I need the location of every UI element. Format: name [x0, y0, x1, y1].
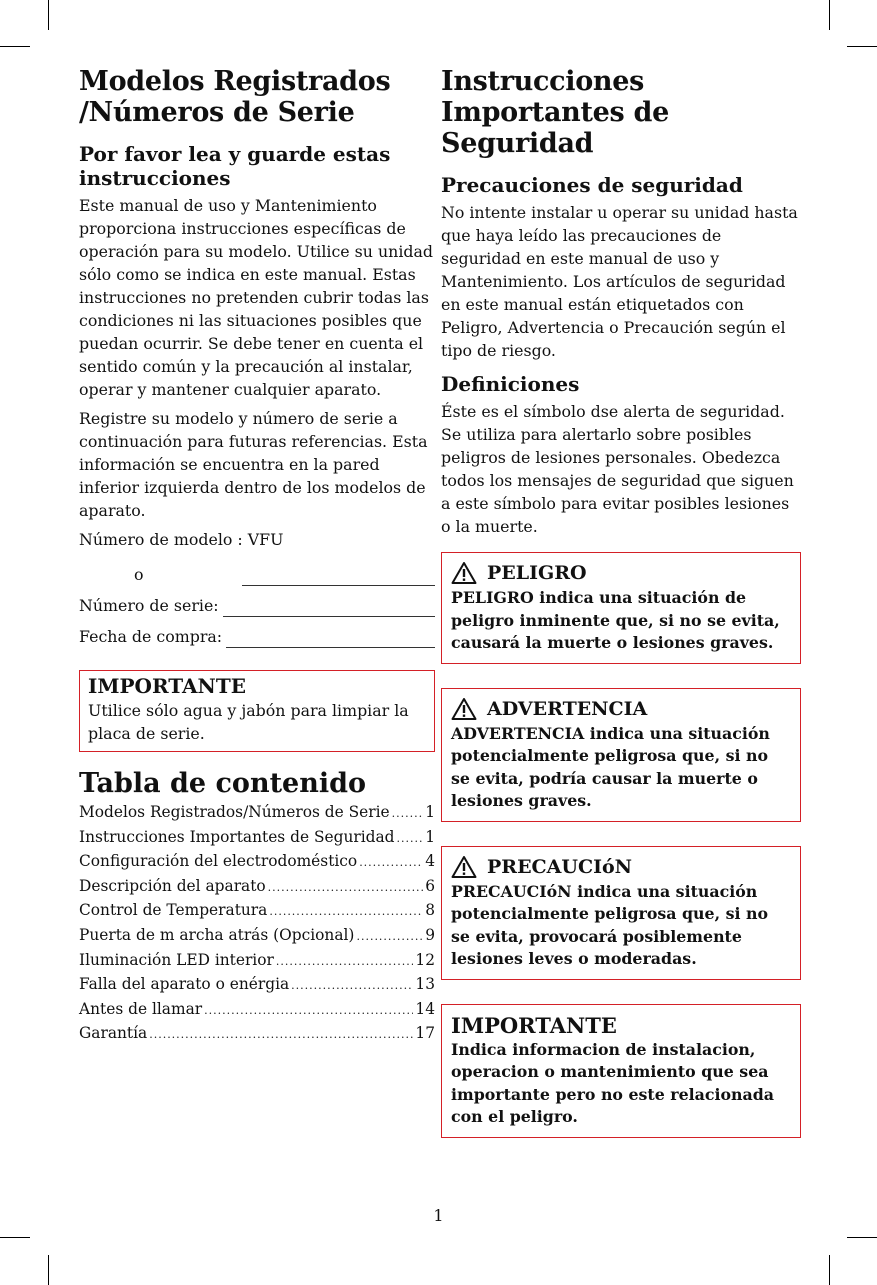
register-paragraph: Registre su modelo y número de serie a continuación para futuras referencias. Esta información se encuentra en la pared inferior izquierda dentro de los modelos de aparato.	[79, 409, 428, 520]
model-alt-field[interactable]	[79, 563, 435, 586]
warning-triangle-icon	[451, 561, 477, 585]
caution-header	[451, 855, 791, 879]
model-number-field	[79, 528, 435, 551]
toc-row[interactable]	[79, 973, 435, 998]
toc-row[interactable]	[79, 826, 435, 851]
precautions-text: No intente instalar u operar su unidad hasta que haya leído las precauciones de seguridad en este manual de uso y Mantenimiento. Los artículos de seguridad en este manual están etiquetados con Peligro, Advertencia o Precaución según el tipo de riesgo.	[441, 203, 798, 360]
toc-row[interactable]	[79, 924, 435, 949]
left-column	[79, 66, 435, 1047]
toc-leader	[356, 925, 423, 949]
toc-page: 14	[415, 999, 435, 1018]
toc-leader	[149, 1023, 413, 1047]
toc-label: Antes de llamar	[79, 999, 203, 1018]
caution-box	[441, 846, 801, 980]
toc-page: 17	[415, 1024, 435, 1043]
toc-leader	[392, 802, 424, 826]
toc-row[interactable]	[79, 1022, 435, 1047]
toc-label: Garantía	[79, 1024, 148, 1043]
warning-title: ADVERTENCIA	[487, 697, 648, 720]
warning-box	[441, 688, 801, 822]
toc-leader	[397, 827, 424, 851]
toc-page: 12	[415, 950, 435, 969]
importante-notice-box	[79, 670, 435, 752]
danger-header	[451, 561, 791, 585]
toc-leader	[204, 999, 413, 1023]
caution-title: PRECAUCIóN	[487, 855, 633, 878]
toc-page: 8	[425, 901, 435, 920]
toc-leader	[291, 974, 413, 998]
safety-instructions-title: Instrucciones Importantes de Seguridad	[441, 66, 670, 159]
toc-page: 13	[415, 975, 435, 994]
toc-row[interactable]	[79, 998, 435, 1023]
toc-label: Descripción del aparato	[79, 876, 266, 895]
toc-label: Configuración del electrodoméstico	[79, 852, 358, 871]
definitions-heading: Definiciones	[441, 372, 580, 396]
definitions-text: Éste es el símbolo dse alerta de seguridad. Se utiliza para alertarlo sobre posibles peligros de lesiones personales. Obedezca todos los mensajes de seguridad que siguen a este símbolo para evitar posibles lesiones o la muerte.	[441, 402, 794, 536]
warning-triangle-icon	[451, 697, 477, 721]
toc-leader	[359, 851, 423, 875]
model-number-label: Número de modelo : VFU	[79, 530, 284, 549]
danger-box	[441, 552, 801, 664]
danger-title: PELIGRO	[487, 562, 587, 584]
toc-label: Instrucciones Importantes de Seguridad	[79, 827, 395, 846]
toc-leader	[276, 950, 414, 974]
crop-mark	[48, 1255, 49, 1285]
right-column	[441, 66, 801, 1138]
warning-header	[451, 697, 791, 721]
importante2-title: IMPORTANTE	[451, 1012, 617, 1038]
toc-leader	[269, 900, 423, 924]
toc-page: 1	[425, 803, 435, 821]
caution-text: PRECAUCIóN indica una situación potencialmente peligrosa que, si no se evita, provocará posiblemente lesiones leves o moderadas.	[451, 881, 768, 968]
crop-mark	[829, 1255, 830, 1285]
manual-intro-paragraph: Este manual de uso y Mantenimiento proporciona instrucciones específicas de operación para su modelo. Utilice su unidad sólo como se indica en este manual. Estas instrucciones no pretenden cubrir todas las condiciones ni las situaciones posibles que puedan ocurrir. Se debe tener en cuenta el sentido común y la precaución al instalar, operar y mantener cualquier aparato.	[79, 196, 434, 399]
importante-info-box	[441, 1004, 801, 1138]
purchase-date-field[interactable]	[79, 625, 435, 648]
serial-number-line[interactable]	[223, 598, 435, 617]
model-alt-line[interactable]	[242, 567, 435, 586]
toc-row[interactable]	[79, 875, 435, 900]
crop-mark	[847, 1237, 877, 1238]
toc-leader	[268, 876, 424, 900]
registered-models-title: Modelos Registrados /Números de Serie	[79, 66, 391, 128]
danger-text: PELIGRO indica una situación de peligro inminente que, si no se evita, causará la muerte o lesiones graves.	[451, 588, 780, 652]
toc-row[interactable]	[79, 850, 435, 875]
crop-mark	[0, 46, 30, 47]
crop-mark	[48, 0, 49, 30]
toc-page: 1	[425, 827, 435, 846]
crop-mark	[829, 0, 830, 30]
toc-label: Modelos Registrados/Números de Serie	[79, 803, 390, 821]
crop-mark	[847, 46, 877, 47]
toc-label: Puerta de m archa atrás (Opcional)	[79, 925, 355, 944]
warning-text: ADVERTENCIA indica una situación potencialmente peligrosa que, si no se evita, podría causar la muerte o lesiones graves.	[451, 723, 770, 810]
purchase-date-label: Fecha de compra:	[79, 627, 223, 646]
toc-page: 4	[425, 852, 435, 871]
purchase-date-line[interactable]	[226, 629, 435, 648]
toc-title: Tabla de contenido	[79, 768, 366, 799]
importante-text: Utilice sólo agua y jabón para limpiar la placa de serie.	[88, 701, 409, 743]
toc-page: 6	[425, 876, 435, 895]
serial-number-label: Número de serie:	[79, 596, 219, 615]
warning-triangle-icon	[451, 855, 477, 879]
crop-mark	[0, 1237, 30, 1238]
toc-label: Control de Temperatura	[79, 901, 268, 920]
toc-row[interactable]	[79, 949, 435, 974]
serial-number-field[interactable]	[79, 594, 435, 617]
or-label: o	[134, 565, 144, 584]
toc-label: Iluminación LED interior	[79, 950, 274, 969]
table-of-contents	[79, 801, 435, 1047]
importante-title: IMPORTANTE	[88, 674, 246, 698]
page-number: 1	[433, 1206, 444, 1225]
importante2-text: Indica informacion de instalacion, operacion o mantenimiento que sea importante pero no este relacionada con el peligro.	[451, 1039, 775, 1126]
precautions-heading: Precauciones de seguridad	[441, 173, 743, 197]
toc-row[interactable]	[79, 899, 435, 924]
toc-row[interactable]	[79, 801, 435, 826]
read-save-subtitle: Por favor lea y guarde estas instrucciones	[79, 142, 391, 190]
toc-page: 9	[425, 925, 435, 944]
toc-label: Falla del aparato o enérgia	[79, 975, 290, 994]
